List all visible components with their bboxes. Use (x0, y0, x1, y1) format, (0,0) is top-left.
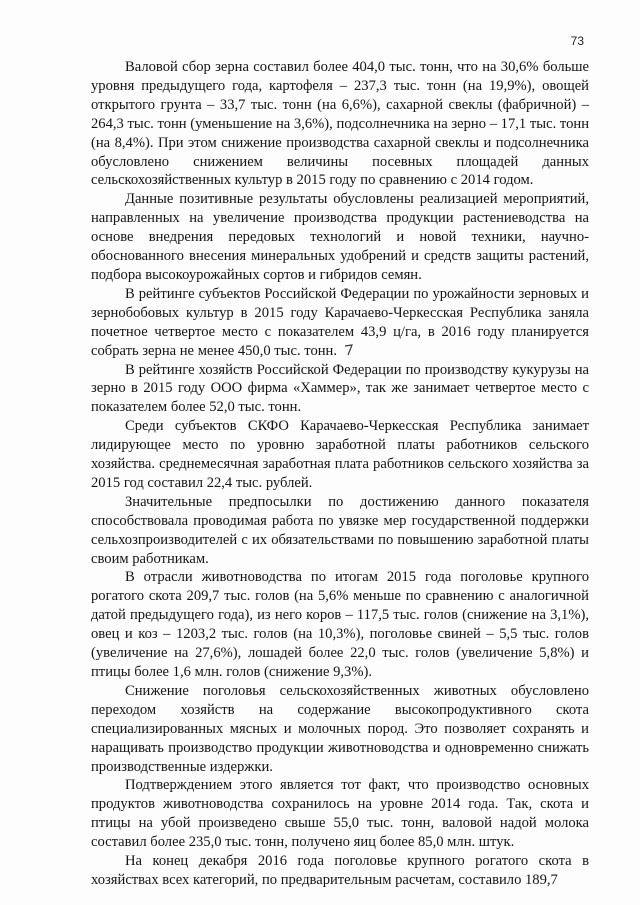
paragraph-corn-rating: В рейтинге хозяйств Российской Федерации по производству кукурузы на зерно в 2015 году ООО фирма «Хаммер», так же занимает четвертое место с показателем более 52,0 тыс. тонн. (91, 361, 589, 416)
handwritten-mark-icon (343, 343, 355, 357)
page-number: 73 (570, 34, 584, 48)
paragraph-positive-results: Данные позитивные результаты обусловлены реализацией мероприятий, направленных на увеличение производства продукции растениеводства на основе внедрения передовых технологий и новой техники, научно-обоснованного внесения минеральных удобрений и средств защиты растений, подбора высокоурожайных сортов и гибридов семян. (91, 191, 589, 283)
paragraph-yield-rating (91, 285, 589, 361)
paragraph-salary-leadership: Среди субъектов СКФО Карачаево-Черкесская Республика занимает лидирующее место по уровню заработной платы работников сельского хозяйства. среднемесячная заработная плата работников сельского хозяйства за 2015 год составил 22,4 тыс. рублей. (91, 418, 589, 491)
paragraph-livestock-totals: В отрасли животноводства по итогам 2015 года поголовье крупного рогатого скота 209,7 тыс. голов (на 5,6% меньше по сравнению с аналогичной датой предыдущего года), из него коров – 117,5 тыс. голов (снижение на 3,1%), овец и коз – 1203,2 тыс. голов (на 10,3%), поголовье свиней – 5,5 тыс. голов (увеличение на 27,6%), лошадей более 22,0 тыс. голов (увеличение 5,8%) и птицы более 1,6 млн. голов (снижение 9,3%). (91, 569, 589, 680)
paragraph-livestock-decline: Снижение поголовья сельскохозяйственных животных обусловлено переходом хозяйств на содержание высокопродуктивного скота специализированных мясных и молочных пород. Это позволяет сохранять и наращивать производство продукции животноводства и одновременно снижать производственные издержки. (91, 682, 589, 775)
body-text (91, 58, 589, 890)
paragraph-livestock-production: Подтверждением этого является тот факт, что производство основных продуктов животноводства сохранилось на уровне 2014 года. Так, скота и птицы на убой произведено свыше 55,0 тыс. тонн, валовой надой молока составил более 235,0 тыс. тонн, получено яиц более 85,0 млн. штук. (91, 777, 589, 851)
paragraph-salary-prerequisites: Значительные предпосылки по достижению данного показателя способствовала проводимая работа по увязке мер государственной поддержки сельхозпроизводителей с их обязательствами по повышению заработной платы своим работникам. (91, 493, 589, 567)
paragraph-yield-rating-text: В рейтинге субъектов Российской Федерации по урожайности зерновых и зернобобовых культур в 2015 году Карачаево-Черкесская Республика заняла почетное четвертое место с показателем 43,9 ц/га, в 2016 году планируется собрать зерна не менее 450,0 тыс. тонн. (91, 285, 589, 359)
paragraph-december-2016: На конец декабря 2016 года поголовье крупного рогатого скота в хозяйствах всех категорий, по предварительным расчетам, составило 189,7 (91, 853, 589, 888)
paragraph-grain-harvest: Валовой сбор зерна составил более 404,0 тыс. тонн, что на 30,6% больше уровня предыдущего года, картофеля – 237,3 тыс. тонн (на 19,9%), овощей открытого грунта – 33,7 тыс. тонн (на 6,6%), сахарной свеклы (фабричной) – 264,3 тыс. тонн (уменьшение на 3,6%), подсолнечника на зерно – 17,1 тыс. тонн (на 8,4%). При этом снижение производства сахарной свеклы и подсолнечника обусловлено снижением величины посевных площадей данных сельскохозяйственных культур в 2015 году по сравнению с 2014 годом. (91, 59, 589, 189)
